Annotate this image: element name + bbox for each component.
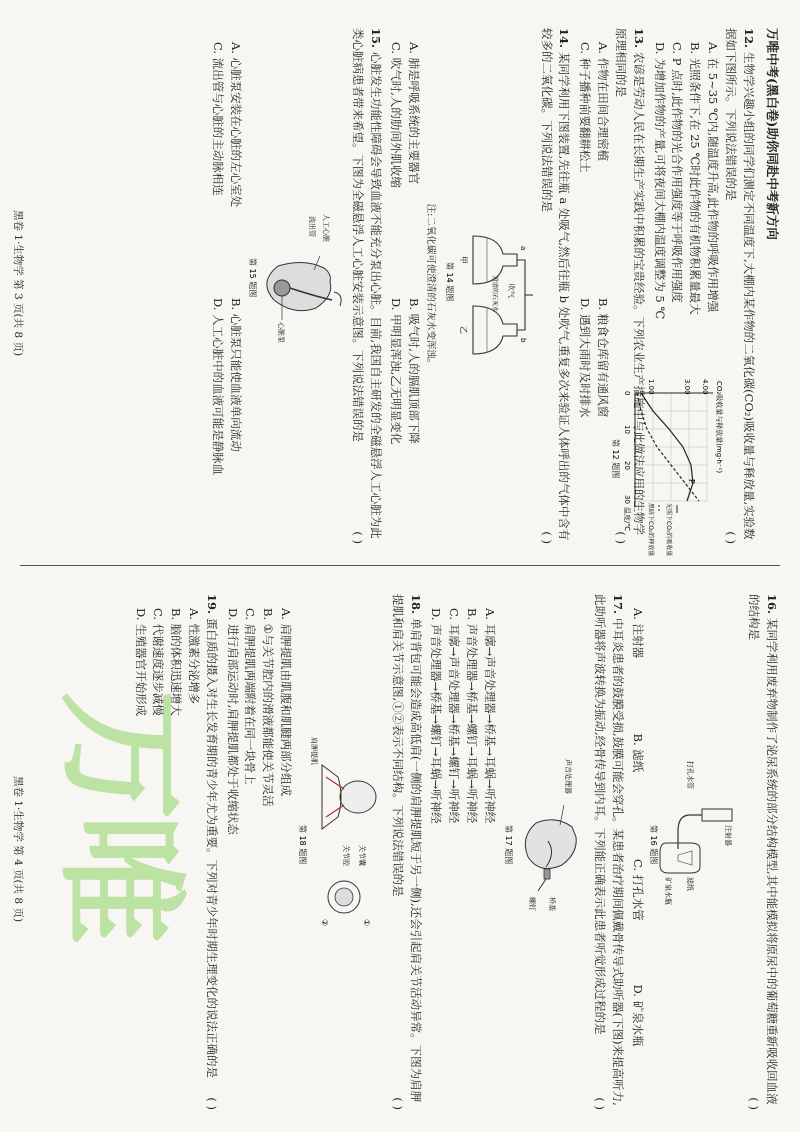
answer-blank[interactable]: ( ) — [613, 531, 628, 544]
figure-caption: 第 18 题图 — [298, 825, 308, 865]
option-c[interactable]: C. 种子播种前要翻耕松土 — [578, 42, 593, 173]
question-14 — [387, 28, 573, 544]
question-stem: 13.农谚是劳动人民在长期生产实践中积累的宝贵经验。下列农业生产措施中与此做法应用的生物学原理相同的是 ( ) — [611, 28, 647, 544]
label-abutment: 桥基 — [547, 897, 556, 911]
question-stem: 16.某同学利用废弃物制作了泌尿系统的部分结构模型,其中能模拟将原尿中的葡萄糖重新吸收回血液的结构是 ( ) — [744, 594, 780, 1110]
option-a[interactable]: A. 心脏泵安装在心脏的左心室处 — [228, 42, 243, 208]
label-levator: 肩胛提肌 — [310, 737, 319, 765]
chart-grid — [635, 393, 707, 501]
option-b[interactable]: B. ①与关节腔内的滑液都能使关节灵活 — [261, 608, 276, 807]
label-capsule: 关节囊 — [358, 845, 367, 866]
q16-figure — [650, 594, 740, 1110]
label-yi: 乙 — [458, 326, 468, 334]
question-stem: 19.蛋白质的摄入对生长发育期的青少年尤为重要。下列对青少年时期生理变化的说法正确的是 ( ) — [202, 594, 220, 1110]
answer-blank[interactable]: ( ) — [539, 531, 554, 544]
option-a[interactable]: A. 在 5~35 ℃内,随温度升高,此作物的呼吸作用增强 — [706, 42, 720, 313]
option-list — [427, 594, 498, 1110]
option-c[interactable]: C. 代谢速度逐步减慢 — [151, 608, 166, 716]
pump-shape — [274, 280, 290, 296]
option-d[interactable]: D. 矿泉水瓶 — [631, 984, 646, 1047]
label-bottle: 矿泉水瓶 — [664, 877, 673, 905]
label-syringe: 注射器 — [724, 825, 733, 846]
page-footer: 黑卷 1·生物学 第 4 页(共 8 页) — [12, 775, 25, 923]
option-d[interactable]: D. 声音处理器→桥基→螺钉→耳蜗→听神经 — [429, 608, 444, 824]
option-b[interactable]: B. 滤纸 — [631, 733, 646, 773]
option-a[interactable]: A. 注射器 — [631, 608, 646, 659]
blow-label: 吹气 — [506, 284, 515, 298]
option-a[interactable]: A. 肩胛提肌由肌腹和肌腱两部分组成 — [279, 608, 294, 797]
option-b[interactable]: B. 吸气时,人的膈肌顶部下降 — [407, 298, 422, 444]
artificial-heart-svg — [248, 196, 344, 376]
page-footer: 黑卷 1·生物学 第 3 页(共 8 页) — [12, 209, 25, 357]
page-header: 万唯中考(黑白卷)助你同赴中考新方向 — [765, 28, 780, 240]
option-d[interactable]: D. 人工心脏中的血液可能是静脉血 — [211, 298, 226, 476]
ytick-1: 1.00 — [647, 379, 655, 395]
label-cavity: 关节腔 — [342, 845, 351, 866]
abutment-shape — [544, 869, 550, 879]
flask-yi — [473, 306, 517, 354]
ear-shape — [525, 820, 576, 869]
option-b[interactable]: B. 粮食仓库留有通风窗 — [596, 298, 611, 418]
option-b[interactable]: B. 声音处理器→桥基→螺钉→耳蜗→听神经 — [465, 608, 480, 824]
option-c[interactable]: C. 耳廓→声音处理器→桥基→螺钉→听神经 — [447, 608, 462, 824]
co2-chart-svg — [609, 379, 727, 557]
kidney-model-svg — [650, 757, 740, 947]
label-screw: 螺钉 — [527, 897, 536, 911]
option-b[interactable]: B. 心脏泵只能使血液单向流动 — [228, 298, 243, 452]
option-list — [223, 594, 294, 1110]
label-a: a — [518, 246, 527, 251]
option-list — [208, 28, 244, 544]
option-list — [629, 594, 647, 1110]
bottle-shape — [660, 843, 700, 873]
q18-figure — [298, 594, 384, 1110]
question-19 — [131, 594, 220, 1110]
question-stem: 12.生物学兴趣小组的同学们测定不同温度下,大棚内某作物的二氧化碳(CO₂)吸收量与释放量,实验数据如下图所示。下列说法错误的是 ( ) — [721, 28, 757, 544]
answer-blank[interactable]: ( ) — [592, 1097, 607, 1110]
question-15 — [208, 28, 383, 544]
label-2: ② — [320, 919, 330, 927]
perforated-tube-shape — [678, 815, 702, 849]
label-outflow: 流出管 — [307, 216, 316, 237]
chart-ylabel: CO₂吸收量与释放量(mg·h⁻¹) — [715, 381, 723, 474]
shoulders-shape — [322, 765, 341, 829]
point-p-label: P — [687, 479, 696, 484]
option-c[interactable]: C. P 点时,此作物的光合作用强度等于呼吸作用强度 — [670, 42, 685, 303]
option-b[interactable]: B. 脑的体积迅速增大 — [169, 608, 184, 716]
option-d[interactable]: D. 进行肩部运动时,肩胛提肌都处于收缩状态 — [225, 608, 240, 835]
ytick-3: 3.00 — [683, 379, 691, 395]
option-list — [131, 594, 202, 1110]
figure-caption: 第 15 题图 — [247, 258, 257, 298]
option-c[interactable]: C. 流出管与心脏的主动脉相连 — [211, 42, 226, 196]
answer-blank[interactable]: ( ) — [747, 1097, 762, 1110]
aorta — [334, 292, 341, 306]
legend-dark: 黑暗下CO₂的释放量 — [647, 503, 654, 557]
syringe-shape — [702, 809, 732, 821]
question-stem: 14.某同学利用下图装置,先往瓶 a 处吸气,然后往瓶 b 处吹气,重复多次来验证人体呼出的气体中含有较多的二氧化碳。下列说法错误的是 ( ) — [537, 28, 573, 544]
answer-blank[interactable]: ( ) — [723, 531, 738, 544]
option-a[interactable]: A. 作物在田间合理密植 — [596, 42, 611, 162]
question-stem: 17.中耳炎患者的鼓膜受损,鼓膜可能会穿孔。某患者治疗期间佩戴骨传导式助听器(下图)来提高听力,此助听器将声波转换为振动,经骨传导到内耳。下列能正确表示此患者听觉形成过程的是 ( ) — [590, 594, 626, 1110]
q17-figure — [502, 594, 586, 1110]
question-16 — [629, 594, 780, 1110]
q15-figure — [248, 28, 344, 544]
ytick-4: 4.00 — [701, 379, 709, 395]
legend-light: 光照下CO₂的吸收量 — [665, 503, 672, 557]
figure-caption: 第 14 题图 — [444, 262, 454, 302]
answer-blank[interactable]: ( ) — [204, 1097, 219, 1110]
option-d[interactable]: D. 遇到大雨时及时排水 — [578, 298, 593, 418]
question-stem: 18.单肩背包可能会造成高低肩(一侧的肩胛提肌短于另一侧),还会引起肩关节活动异常。下图为肩胛提肌和肩关节示意图,①②表示不同结构。下列说法错误的是 ( ) — [388, 594, 424, 1110]
q12-chart — [603, 379, 727, 557]
screw-shape — [538, 879, 546, 891]
option-list — [387, 28, 423, 544]
limewater-label: 澄清的石灰水 — [490, 276, 498, 313]
joint-cavity-shape — [335, 888, 353, 906]
option-c[interactable]: C. 肩胛提肌两端附着在同一块骨上 — [243, 608, 258, 785]
breathing-apparatus-svg — [441, 176, 533, 396]
option-d[interactable]: D. 甲明显浑浊,乙无明显变化 — [389, 298, 404, 445]
head-shape — [340, 781, 376, 813]
chart-xlabel: 温度/℃ — [623, 507, 631, 532]
figure-caption: 第 16 题图 — [649, 825, 659, 865]
figure-caption: 第 12 题图 — [611, 439, 620, 479]
shoulder-joint-svg — [298, 737, 384, 967]
option-d[interactable]: D. 生殖器官开始形成 — [133, 608, 148, 717]
option-c[interactable]: C. 打孔水管 — [631, 859, 646, 921]
figure-caption: 第 17 题图 — [503, 825, 513, 865]
q14-figure — [441, 28, 533, 544]
option-d[interactable]: D. 为增加作物的产量,可将夜间大棚内温度调整为 5 ℃ — [652, 42, 667, 320]
question-stem: 15.心脏发生功能性障碍会导致血液不能充分泵出心脏。目前,我国自主研发的全磁悬浮人工心脏为此类心脏病患者带来希望。下图为全磁悬浮人工心脏安装示意图。下列说法错误的是 ( ) — [348, 28, 384, 544]
figure-note: 注:二氧化碳可使澄清的石灰水变浑浊。 — [424, 203, 436, 369]
label-1: ① — [362, 919, 372, 927]
label-processor: 声音处理器 — [563, 759, 572, 794]
label-b: b — [518, 338, 527, 343]
xtick-20: 20 — [623, 461, 631, 470]
label-jia: 甲 — [458, 256, 468, 264]
page-4 — [0, 566, 800, 1132]
answer-blank[interactable]: ( ) — [390, 1097, 405, 1110]
option-c[interactable]: C. 吹气时,人的肋间外肌收缩 — [389, 42, 404, 188]
label-pump: 心脏泵 — [276, 322, 285, 343]
option-a[interactable]: A. 性激素分泌增多 — [187, 608, 201, 705]
xtick-30: 30 — [623, 495, 631, 504]
watermark-logo: 万唯 — [44, 690, 196, 939]
option-b[interactable]: B. 光照条件下,在 25 ℃时此作物的有机物积累量最大 — [688, 42, 703, 315]
xtick-0: 0 — [623, 391, 631, 396]
connecting-tube — [517, 260, 525, 330]
question-17 — [427, 594, 626, 1110]
option-a[interactable]: A. 耳廓→声音处理器→桥基→耳蜗→听神经 — [482, 608, 497, 824]
label-artificial-heart: 人工心脏 — [321, 214, 330, 242]
label-filter-paper: 滤纸 — [686, 877, 695, 891]
option-a[interactable]: A. 肺是呼吸系统的主要器官 — [407, 42, 422, 185]
filter-paper-shape — [678, 851, 692, 865]
label-perforated-tube: 打孔水管 — [686, 761, 695, 789]
hearing-aid-svg — [502, 757, 586, 947]
question-18 — [223, 594, 424, 1110]
answer-blank[interactable]: ( ) — [350, 531, 365, 544]
xtick-10: 10 — [623, 425, 631, 434]
